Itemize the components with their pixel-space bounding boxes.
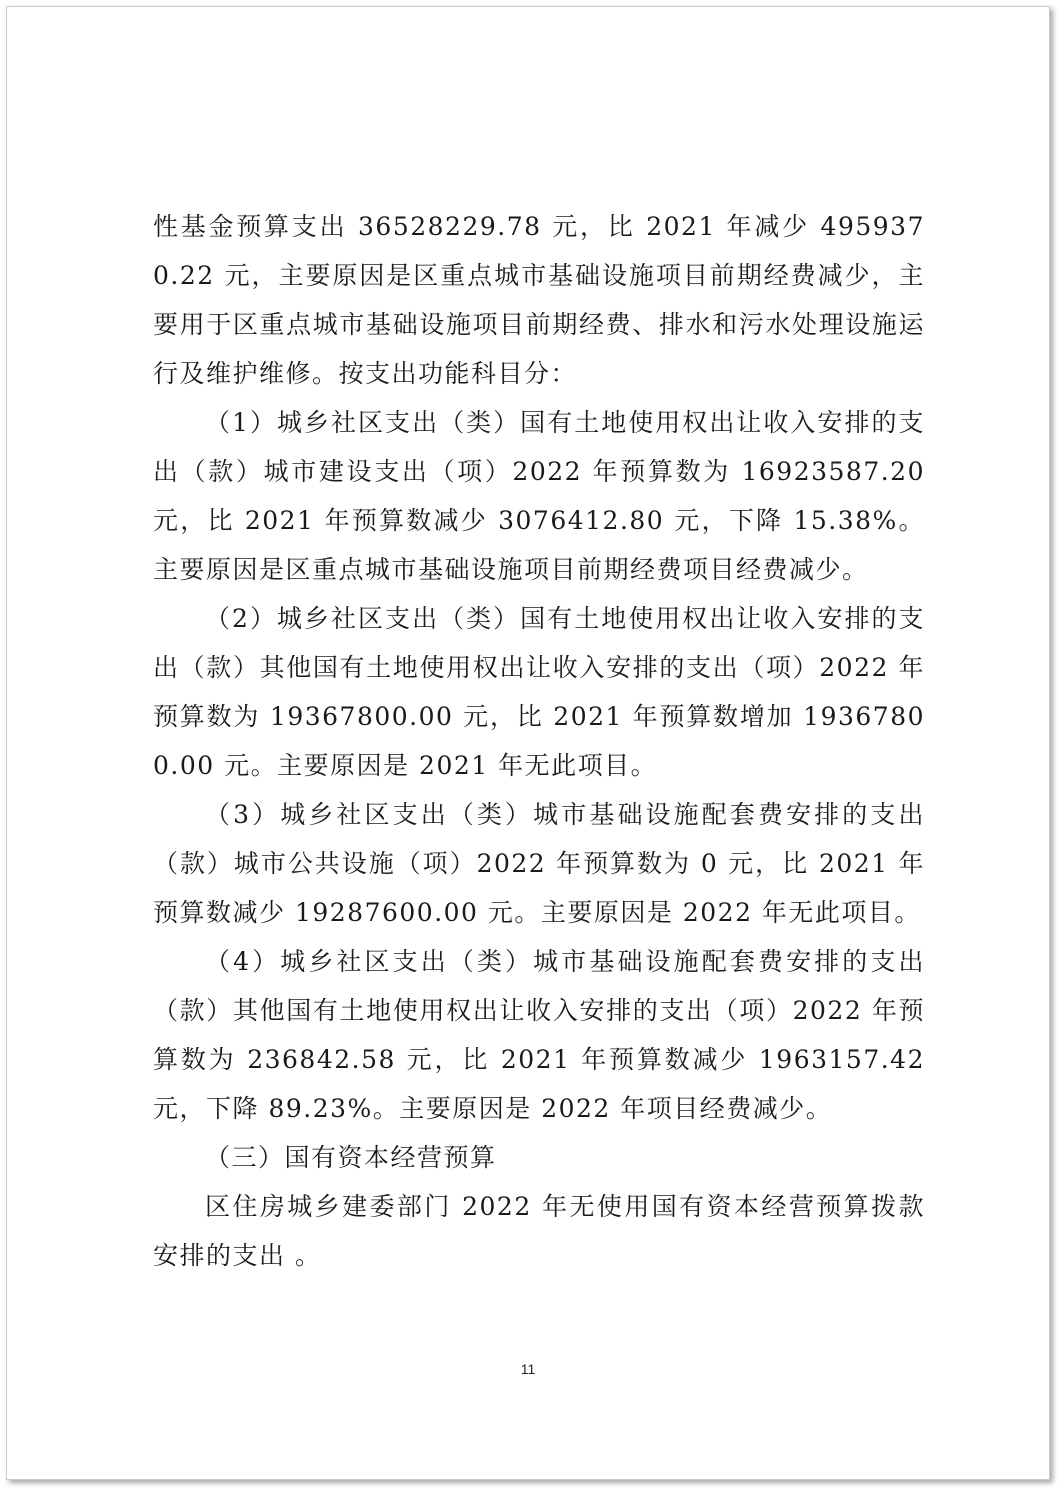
- section-heading: （三）国有资本经营预算: [205, 1143, 497, 1172]
- paragraph-section-body: 区住房城乡建委部门 2022 年无使用国有资本经营预算拨款安排的支出 。: [153, 1192, 925, 1270]
- paragraph-item-2: （2）城乡社区支出（类）国有土地使用权出让收入安排的支出（款）其他国有土地使用权出让收入安排的支出（项）2022 年预算数为 19367800.00 元，比 2021 年预算数增加 19367800.00 元。主要原因是 2021 年无此项目。: [153, 604, 925, 780]
- paragraph-item-4: （4）城乡社区支出（类）城市基础设施配套费安排的支出（款）其他国有土地使用权出让收入安排的支出（项）2022 年预算数为 236842.58 元，比 2021 年预算数减少 1963157.42 元，下降 89.23%。主要原因是 2022 年项目经费减少。: [153, 947, 935, 1123]
- document-page: [6, 6, 1050, 1480]
- paragraph-continuation: 性基金预算支出 36528229.78 元，比 2021 年减少 4959370.22 元，主要原因是区重点城市基础设施项目前期经费减少，主要用于区重点城市基础设施项目前期经费、排水和污水处理设施运行及维护维修。按支出功能科目分：: [153, 212, 925, 388]
- paragraph-item-3: （3）城乡社区支出（类）城市基础设施配套费安排的支出（款）城市公共设施（项）2022 年预算数为 0 元，比 2021 年预算数减少 19287600.00 元。主要原因是 2022 年无此项目。: [153, 800, 925, 927]
- page-body: [153, 202, 935, 1280]
- page-number: 11: [520, 1361, 536, 1377]
- paragraph-item-1: （1）城乡社区支出（类）国有土地使用权出让收入安排的支出（款）城市建设支出（项）2022 年预算数为 16923587.20 元，比 2021 年预算数减少 3076412.80 元，下降 15.38%。主要原因是区重点城市基础设施项目前期经费项目经费减少。: [153, 408, 935, 584]
